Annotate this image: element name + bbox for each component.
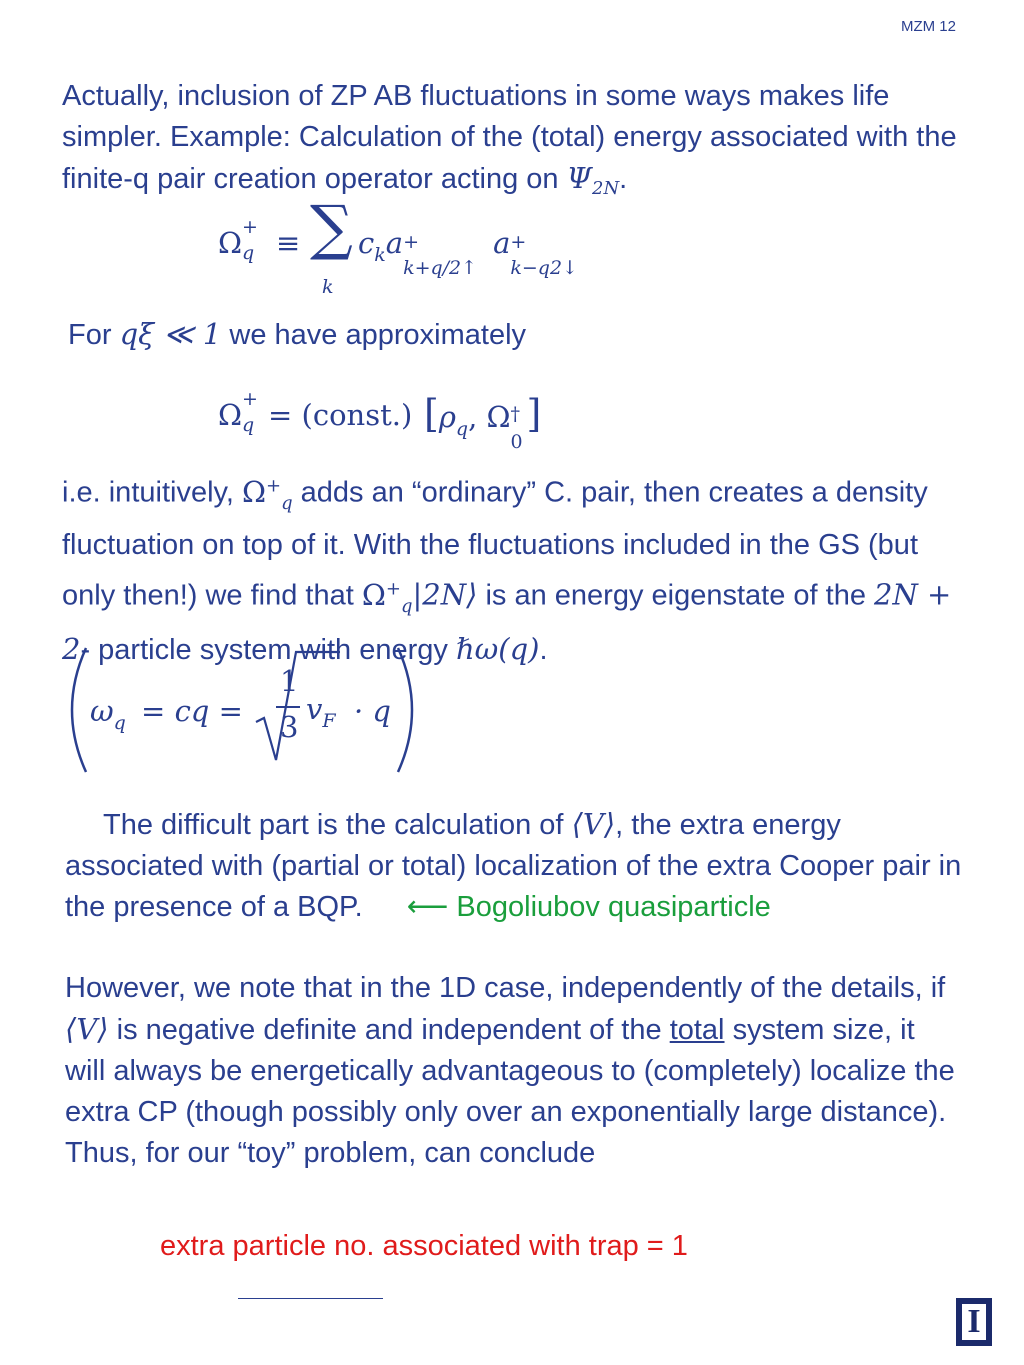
expectation-v-2: ⟨V⟩ bbox=[65, 1012, 109, 1046]
commutator: [$\rho_q$, Ω † 0 ] bbox=[424, 392, 542, 453]
omega-q-inline: $\Omega^+_q$ bbox=[241, 474, 293, 514]
equiv-sign: ≡ bbox=[276, 226, 301, 260]
left-paren bbox=[62, 644, 92, 776]
omega-q: $\omega_q$ bbox=[90, 694, 126, 734]
omega-lhs: Ω + q bbox=[218, 216, 258, 264]
difficult-part-paragraph: The difficult part is the calculation of ⟨V⟩, the extra energy associated with (partial or total) localization of the extra Cooper pair in the presence of a BQP. ⟵ Bogoliubov quasiparticle bbox=[65, 807, 962, 923]
approximation-line: For qξ ≪ 1 we have approximately bbox=[68, 317, 527, 351]
dispersion-equation bbox=[62, 644, 432, 776]
dot-q: · q bbox=[354, 694, 392, 728]
const-factor: = (const.) bbox=[268, 398, 413, 432]
energy-hbar-omega: ℏω(q) bbox=[455, 631, 540, 666]
sum-symbol: ∑ bbox=[310, 193, 353, 263]
q-xi-condition: qξ ≪ 1 bbox=[119, 317, 222, 351]
omega-q-lhs: Ω + q bbox=[218, 388, 258, 436]
intro-text: Actually, inclusion of ZP AB fluctuations in some ways makes life simpler. Example: Calculation of the (total) energy associated with the finite-q pair creation operator acting on bbox=[62, 80, 957, 195]
expectation-v: ⟨V⟩ bbox=[571, 807, 616, 841]
fraction-bar bbox=[276, 706, 300, 708]
fraction-numerator: 1 bbox=[280, 664, 299, 698]
sum-term: $c_ka$ + k+q/2↑ a + k−q2↓ bbox=[358, 226, 578, 279]
right-paren bbox=[392, 644, 422, 776]
fraction-denominator: 3 bbox=[280, 710, 299, 744]
slide-number: MZM 12 bbox=[900, 18, 956, 35]
psi-2n: $\Psi_{2N}$ bbox=[566, 161, 620, 200]
commutator-equation bbox=[218, 388, 638, 453]
ket-2n: |2N⟩ bbox=[412, 578, 478, 613]
conclusion-text: extra particle no. associated with trap = 1 bbox=[160, 1230, 688, 1262]
intro-paragraph: Actually, inclusion of ZP AB fluctuations in some ways makes life simpler. Example: Calculation of the (total) energy associated with the finite-q pair creation operator acting on $\Psi_{2N}$. bbox=[62, 80, 957, 200]
omega-definition-equation bbox=[218, 193, 638, 300]
fermi-velocity: $v_F$ bbox=[306, 692, 336, 732]
however-paragraph: However, we note that in the 1D case, independently of the details, if ⟨V⟩ is negative definite and independent of the total system size, it will always be energetically advantageous to (completely) localize the extra CP (though possibly only over an exponentially large distance). Thus, for our “toy” problem, can conclude bbox=[65, 972, 955, 1169]
total-underlined: total bbox=[669, 1014, 725, 1046]
intuition-paragraph: i.e. intuitively, $\Omega^+_q$ adds an “ordinary” C. pair, then creates a density fluctuation on top of it. With the fluctuations included in the GS (but only then!) we find that $\Omega^+_q|2N⟩$ is an energy eigenstate of the 2N + 2- particle system with energy ℏω(q). bbox=[62, 474, 952, 666]
system-size: 2N + 2 bbox=[62, 578, 952, 666]
bqp-annotation: Bogoliubov quasiparticle bbox=[456, 891, 771, 923]
c-times-q: = cq = bbox=[141, 694, 243, 728]
arrow-left-icon: ⟵ bbox=[406, 891, 449, 923]
logo-letter: I bbox=[967, 1303, 981, 1340]
university-logo bbox=[956, 1298, 992, 1346]
sum-index: k bbox=[322, 276, 334, 298]
divider-line bbox=[238, 1298, 383, 1299]
